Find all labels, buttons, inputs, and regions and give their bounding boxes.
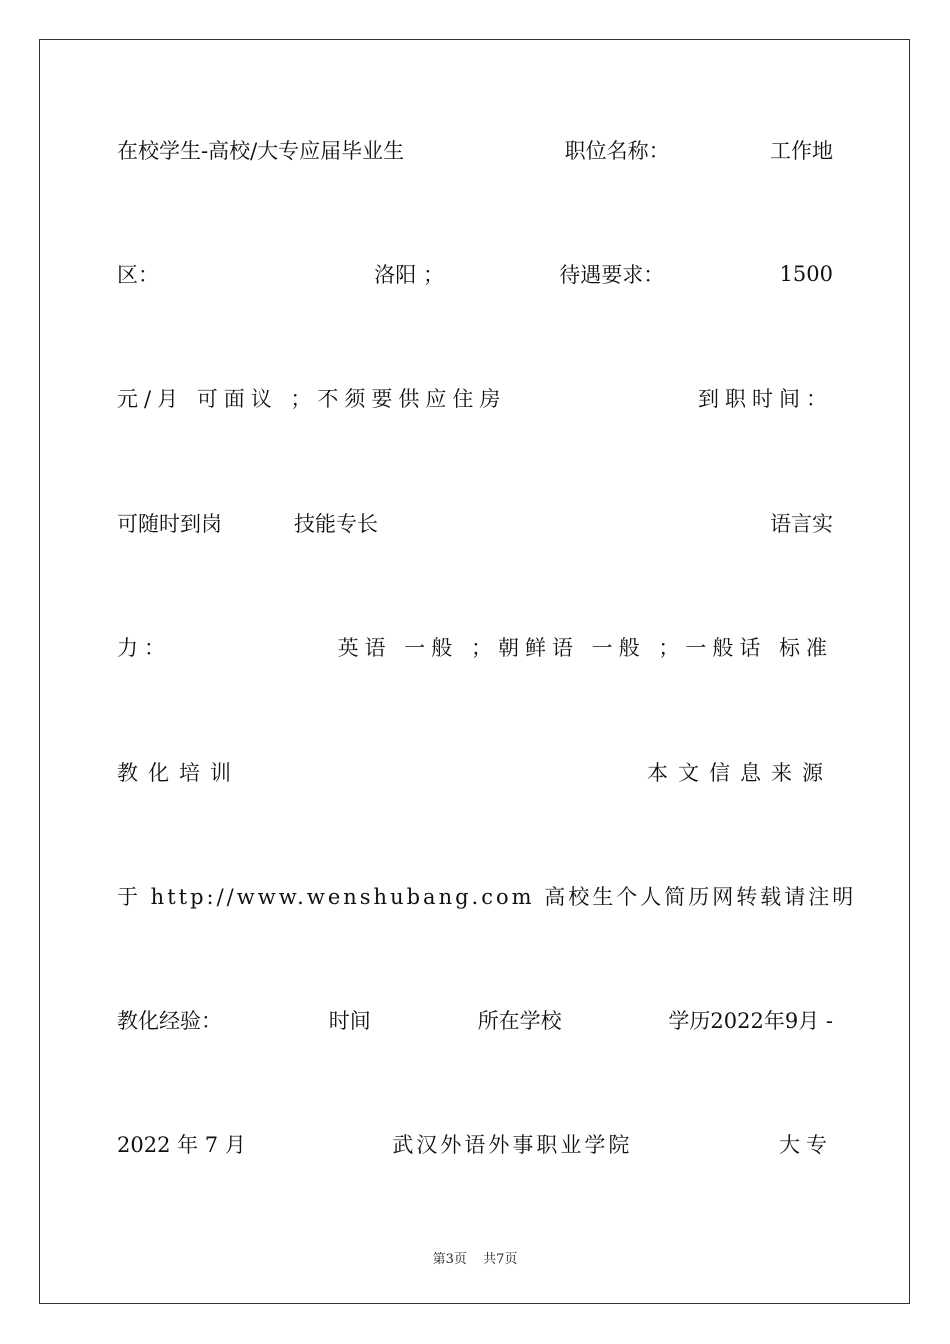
line-9-seg-3: 大专 <box>779 1133 833 1157</box>
line-7 <box>117 880 857 912</box>
line-4-seg-1: 可随时到岗 <box>117 512 222 536</box>
line-5-seg-1: 力： <box>117 636 171 660</box>
line-6 <box>117 756 833 788</box>
line-3-seg-1: 元/月 可面议 ；不须要供应住房 <box>117 387 507 411</box>
line-6-seg-1: 教化培训 <box>117 761 241 785</box>
line-2 <box>117 258 833 290</box>
line-9 <box>117 1128 833 1160</box>
line-1-seg-3: 工作地 <box>769 139 833 163</box>
line-1 <box>117 134 833 166</box>
line-9-seg-2: 武汉外语外事职业学院 <box>392 1133 633 1157</box>
line-2-seg-4: 1500 <box>779 262 833 286</box>
line-7-seg-1: 于 http://www.wenshubang.com 高校生个人简历网转载请注明 <box>117 885 857 909</box>
line-4-seg-3: 语言实 <box>770 512 833 536</box>
line-6-seg-2: 本文信息来源 <box>647 761 833 785</box>
line-2-seg-1: 区： <box>117 263 159 287</box>
line-8-seg-2: 时间 <box>328 1009 371 1033</box>
line-2-seg-3: 待遇要求： <box>559 263 665 287</box>
page-total: 共7页 <box>483 1252 518 1267</box>
line-1-seg-1: 在校学生-高校/大专应届毕业生 <box>117 139 405 163</box>
line-3 <box>117 382 833 414</box>
line-8-seg-4: 学历2022年9月 - <box>668 1009 833 1033</box>
line-8-seg-1: 教化经验： <box>117 1009 222 1033</box>
line-2-seg-2: 洛阳 ； <box>374 263 444 287</box>
page-number: 第3页 <box>432 1252 467 1267</box>
line-8-seg-3: 所在学校 <box>477 1009 562 1033</box>
line-1-seg-2: 职位名称： <box>564 139 670 163</box>
line-5 <box>117 631 833 663</box>
line-4 <box>117 507 833 539</box>
page-footer <box>0 1248 950 1267</box>
line-3-seg-2: 到职时间： <box>698 387 833 411</box>
line-5-seg-2: 英语 一般 ；朝鲜语 一般 ；一般话 标准 <box>337 636 833 660</box>
line-9-seg-1: 2022 年 7 月 <box>117 1133 246 1157</box>
line-8 <box>117 1004 833 1036</box>
page-frame <box>39 39 910 1304</box>
line-4-seg-2: 技能专长 <box>294 512 378 536</box>
